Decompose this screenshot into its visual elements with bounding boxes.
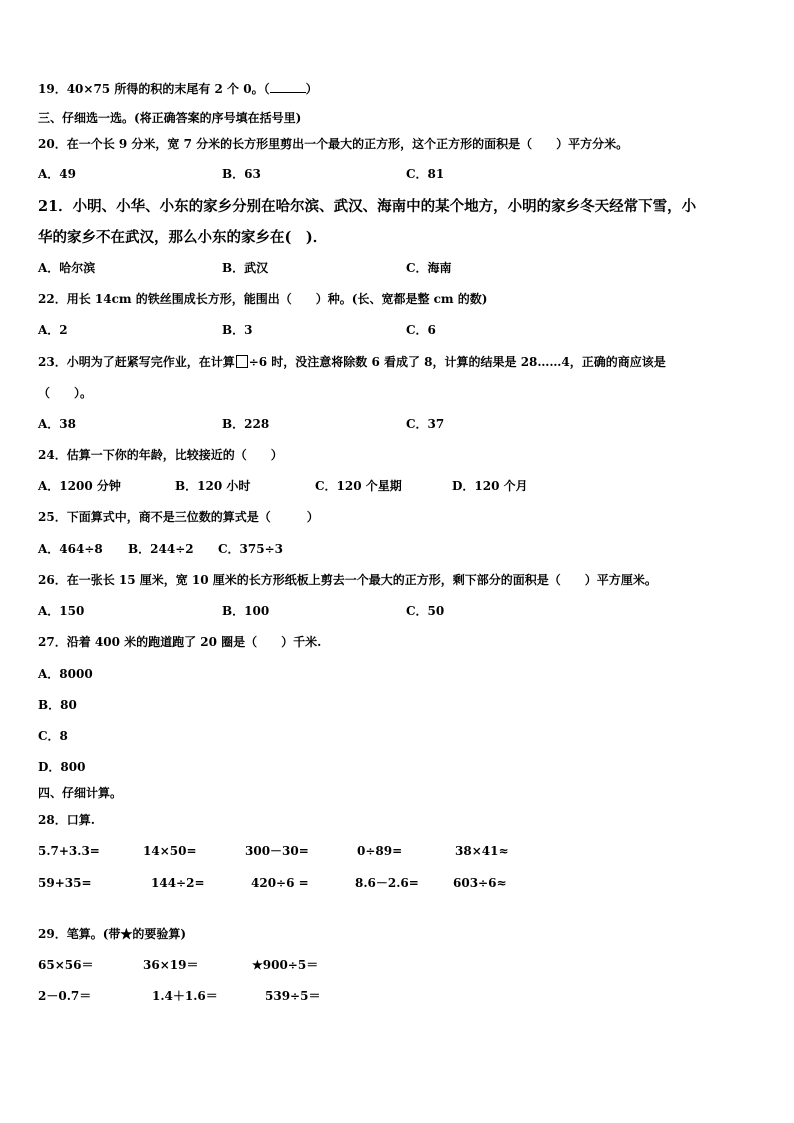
oral-calc-item: 300－30= [245, 844, 309, 858]
question-22-option-c[interactable]: C．6 [406, 323, 436, 337]
question-23-option-c[interactable]: C．37 [406, 417, 445, 431]
written-calc-item: 2－0.7＝ [38, 989, 92, 1003]
oral-calc-item: 420÷6 = [251, 876, 309, 890]
question-22-option-b[interactable]: B．3 [222, 323, 253, 337]
oral-calc-item: 38×41≈ [455, 844, 509, 858]
question-26-option-b[interactable]: B．100 [222, 604, 270, 618]
question-21-line-1: 21．小明、小华、小东的家乡分别在哈尔滨、武汉、海南中的某个地方，小明的家乡冬天经常下雪，小 [38, 198, 697, 215]
question-23-line-1 [38, 355, 666, 369]
oral-calc-item: 144÷2= [151, 876, 205, 890]
question-26-option-a[interactable]: A．150 [38, 604, 85, 618]
question-25-option-b[interactable]: B．244÷2 [128, 542, 194, 556]
question-19-text: 19．40×75 所得的积的末尾有 2 个 0。（ [38, 82, 270, 96]
oral-calc-item: 5.7+3.3= [38, 844, 100, 858]
question-21-line-2: 华的家乡不在武汉，那么小东的家乡在( )． [38, 229, 328, 246]
question-24-stem: 24．估算一下你的年龄，比较接近的（ ） [38, 448, 283, 462]
written-calc-item: 36×19＝ [143, 958, 199, 972]
question-27-option-a[interactable]: A．8000 [38, 667, 93, 681]
question-19 [38, 82, 318, 96]
answer-blank[interactable] [270, 82, 306, 93]
question-22-option-a[interactable]: A．2 [38, 323, 68, 337]
question-22-stem: 22．用长 14cm 的铁丝围成长方形，能围出（ ）种。(长、宽都是整 cm 的数) [38, 292, 488, 306]
oral-calc-item: 603÷6≈ [453, 876, 507, 890]
question-26-stem: 26．在一张长 15 厘米，宽 10 厘米的长方形纸板上剪去一个最大的正方形，剩下部分的面积是（ ）平方厘米。 [38, 573, 657, 587]
question-19-close: ） [305, 82, 318, 96]
written-calc-item: ★900÷5＝ [252, 958, 319, 972]
question-28-title: 28．口算. [38, 813, 95, 827]
question-25-option-a[interactable]: A．464÷8 [38, 542, 103, 556]
question-21-option-b[interactable]: B．武汉 [222, 261, 269, 275]
question-23-stem-part-1: 23．小明为了赶紧写完作业，在计算 [38, 355, 235, 369]
question-27-option-c[interactable]: C．8 [38, 729, 68, 743]
oral-calc-item: 59+35= [38, 876, 92, 890]
question-23-option-a[interactable]: A．38 [38, 417, 77, 431]
written-calc-item: 539÷5＝ [265, 989, 321, 1003]
question-20-option-b[interactable]: B．63 [222, 167, 261, 181]
section-3-heading: 三、仔细选一选。(将正确答案的序号填在括号里) [38, 111, 302, 125]
blank-box-icon [236, 355, 248, 368]
question-21-option-c[interactable]: C．海南 [406, 261, 452, 275]
question-24-option-d[interactable]: D．120 个月 [452, 479, 528, 493]
question-25-option-c[interactable]: C．375÷3 [218, 542, 284, 556]
written-calc-item: 65×56＝ [38, 958, 94, 972]
question-20-option-c[interactable]: C．81 [406, 167, 445, 181]
question-27-stem: 27．沿着 400 米的跑道跑了 20 圈是（ ）千米. [38, 635, 322, 649]
question-21-option-a[interactable]: A．哈尔滨 [38, 261, 96, 275]
oral-calc-item: 0÷89= [357, 844, 403, 858]
oral-calc-item: 14×50= [143, 844, 197, 858]
question-27-option-b[interactable]: B．80 [38, 698, 77, 712]
question-27-option-d[interactable]: D．800 [38, 760, 86, 774]
question-23-option-b[interactable]: B．228 [222, 417, 270, 431]
question-29-title: 29．笔算。(带★的要验算) [38, 927, 187, 941]
question-20-stem: 20．在一个长 9 分米，宽 7 分米的长方形里剪出一个最大的正方形，这个正方形的面积是（ ）平方分米。 [38, 137, 629, 151]
question-24-option-a[interactable]: A．1200 分钟 [38, 479, 121, 493]
question-23-line-2: （ ）。 [38, 386, 93, 400]
question-24-option-c[interactable]: C．120 个星期 [315, 479, 402, 493]
question-25-stem: 25．下面算式中，商不是三位数的算式是（ ） [38, 510, 319, 524]
question-24-option-b[interactable]: B．120 小时 [175, 479, 251, 493]
section-4-heading: 四、仔细计算。 [38, 786, 123, 800]
question-23-stem-part-2: ÷6 时，没注意将除数 6 看成了 8，计算的结果是 28……4，正确的商应该是 [248, 355, 666, 369]
written-calc-item: 1.4＋1.6＝ [152, 989, 218, 1003]
oral-calc-item: 8.6－2.6= [355, 876, 419, 890]
question-20-option-a[interactable]: A．49 [38, 167, 77, 181]
question-26-option-c[interactable]: C．50 [406, 604, 445, 618]
